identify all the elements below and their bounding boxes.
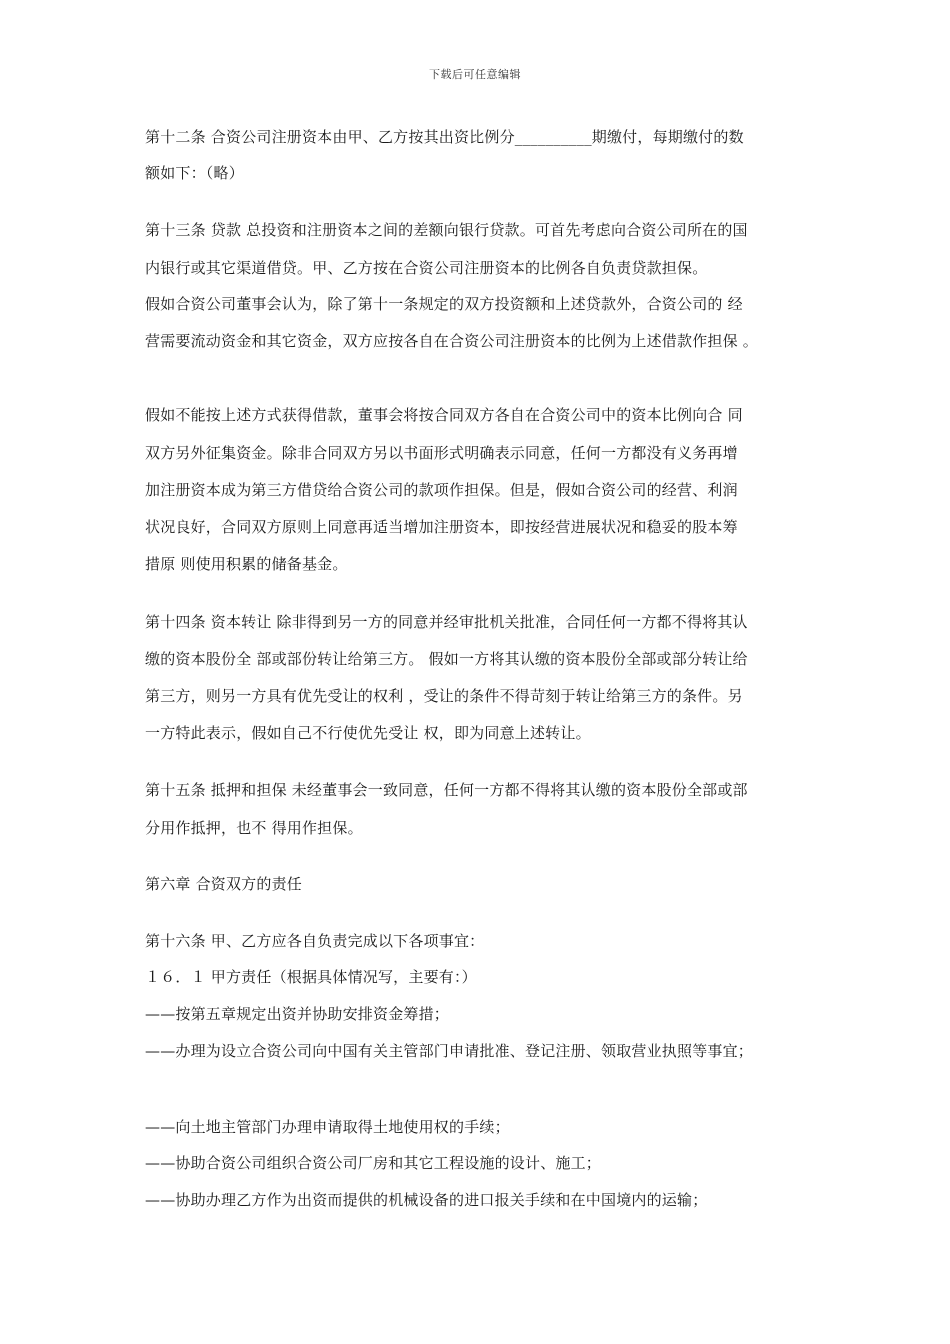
text-line: 加注册资本成为第三方借贷给合资公司的款项作担保。但是，假如合资公司的经营、利润 xyxy=(145,481,738,499)
text-line: 额如下：（略） xyxy=(145,164,244,182)
text-line: 假如不能按上述方式获得借款，董事会将按合同双方各自在合资公司中的资本比例向合 同 xyxy=(145,406,743,424)
chapter-heading: 第六章 合资双方的责任 xyxy=(145,875,302,893)
text-line: 第十六条 甲、乙方应各自负责完成以下各项事宜： xyxy=(145,932,485,950)
text-line: １６．１ 甲方责任（根据具体情况写，主要有：） xyxy=(145,968,477,986)
text-line: 假如合资公司董事会认为，除了第十一条规定的双方投资额和上述贷款外，合资公司的 经 xyxy=(145,295,743,313)
list-item: ——向土地主管部门办理申请取得土地使用权的手续； xyxy=(145,1118,510,1136)
text-line: 营需要流动资金和其它资金，双方应按各自在合资公司注册资本的比例为上述借款作担保 。 xyxy=(145,332,758,350)
text-line: 缴的资本股份全 部或部份转让给第三方。 假如一方将其认缴的资本股份全部或部分转让给 xyxy=(145,650,748,668)
list-item: ——按第五章规定出资并协助安排资金筹措； xyxy=(145,1005,450,1023)
text-line: 状况良好，合同双方原则上同意再适当增加注册资本，即按经营进展状况和稳妥的股本筹 xyxy=(145,518,738,536)
text-line: 分用作抵押，也不 得用作担保。 xyxy=(145,819,363,837)
text-line: 一方特此表示，假如自己不行使优先受让 权，即为同意上述转让。 xyxy=(145,724,591,742)
text-line: 第三方，则另一方具有优先受让的权利 ，受让的条件不得苛刻于转让给第三方的条件。另 xyxy=(145,687,743,705)
list-item: ——办理为设立合资公司向中国有关主管部门申请批准、登记注册、领取营业执照等事宜； xyxy=(145,1042,754,1060)
list-item: ——协助办理乙方作为出资而提供的机械设备的进口报关手续和在中国境内的运输； xyxy=(145,1191,708,1209)
text-line: 第十二条 合资公司注册资本由甲、乙方按其出资比例分__________期缴付，每期缴付的数 xyxy=(145,128,744,146)
text-line: 第十四条 资本转让 除非得到另一方的同意并经审批机关批准，合同任何一方都不得将其认 xyxy=(145,613,748,631)
text-line: 措原 则使用积累的储备基金。 xyxy=(145,555,348,573)
text-line: 第十三条 贷款 总投资和注册资本之间的差额向银行贷款。可首先考虑向合资公司所在的国 xyxy=(145,221,748,239)
page-header: 下载后可任意编辑 xyxy=(429,68,521,81)
text-line: 内银行或其它渠道借贷。甲、乙方按在合资公司注册资本的比例各自负责贷款担保。 xyxy=(145,259,708,277)
text-line: 第十五条 抵押和担保 未经董事会一致同意，任何一方都不得将其认缴的资本股份全部或部 xyxy=(145,781,748,799)
list-item: ——协助合资公司组织合资公司厂房和其它工程设施的设计、施工； xyxy=(145,1154,602,1172)
text-line: 双方另外征集资金。除非合同双方另以书面形式明确表示同意，任何一方都没有义务再增 xyxy=(145,444,738,462)
